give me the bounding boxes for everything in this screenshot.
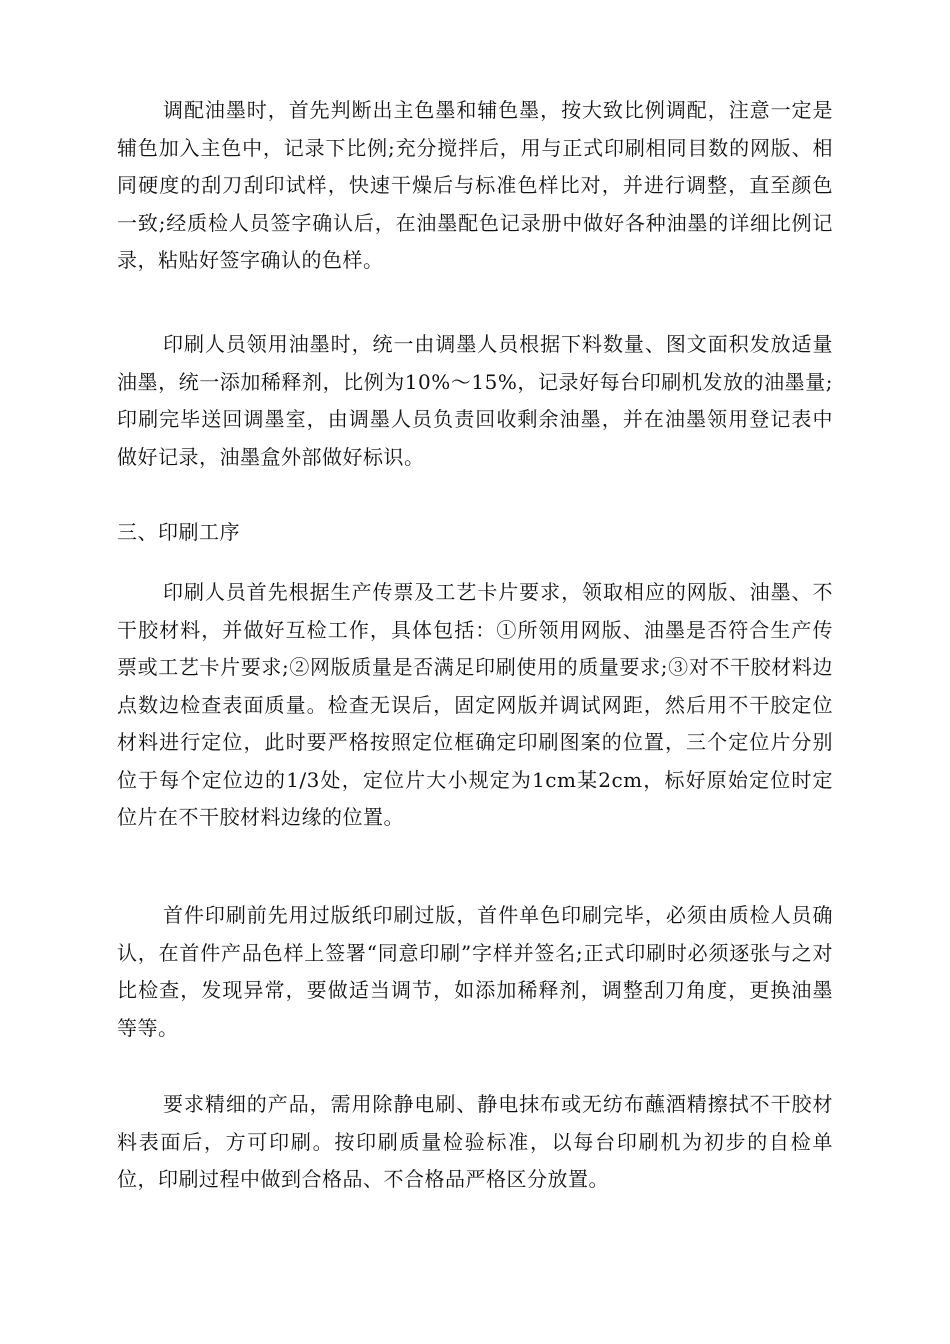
section-heading-printing-process: 三、印刷工序 [117, 520, 240, 544]
paragraph-first-piece-printing: 首件印刷前先用过版纸印刷过版，首件单色印刷完毕，必须由质检人员确认，在首件产品色样上签署“同意印刷”字样并签名;正式印刷时必须逐张与之对比检查，发现异常，要做适当调节，如添加稀释剂，调整刮刀角度，更换油墨等等。 [117, 903, 833, 1040]
paragraph-ink-dispensing: 印刷人员领用油墨时，统一由调墨人员根据下料数量、图文面积发放适量油墨，统一添加稀释剂，比例为10%～15%，记录好每台印刷机发放的油墨量;印刷完毕送回调墨室，由调墨人员负责回收剩余油墨，并在油墨领用登记表中做好记录，油墨盒外部做好标识。 [117, 332, 833, 469]
paragraph-fine-products: 要求精细的产品，需用除静电刷、静电抹布或无纺布蘸酒精擦拭不干胶材料表面后，方可印刷。按印刷质量检验标准，以每台印刷机为初步的自检单位，印刷过程中做到合格品、不合格品严格区分放置。 [117, 1092, 833, 1191]
paragraph-ink-mixing: 调配油墨时，首先判断出主色墨和辅色墨，按大致比例调配，注意一定是辅色加入主色中，记录下比例;充分搅拌后，用与正式印刷相同目数的网版、相同硬度的刮刀刮印试样，快速干燥后与标准色样比对，并进行调整，直至颜色一致;经质检人员签字确认后，在油墨配色记录册中做好各种油墨的详细比例记录，粘贴好签字确认的色样。 [117, 98, 833, 272]
paragraph-printing-preparation: 印刷人员首先根据生产传票及工艺卡片要求，领取相应的网版、油墨、不干胶材料，并做好互检工作，具体包括：①所领用网版、油墨是否符合生产传票或工艺卡片要求;②网版质量是否满足印刷使用的质量要求;③对不干胶材料边点数边检查表面质量。检查无误后，固定网版并调试网距，然后用不干胶定位材料进行定位，此时要严格按照定位框确定印刷图案的位置，三个定位片分别位于每个定位边的1/3处，定位片大小规定为1cm某2cm，标好原始定位时定位片在不干胶材料边缘的位置。 [117, 580, 833, 829]
